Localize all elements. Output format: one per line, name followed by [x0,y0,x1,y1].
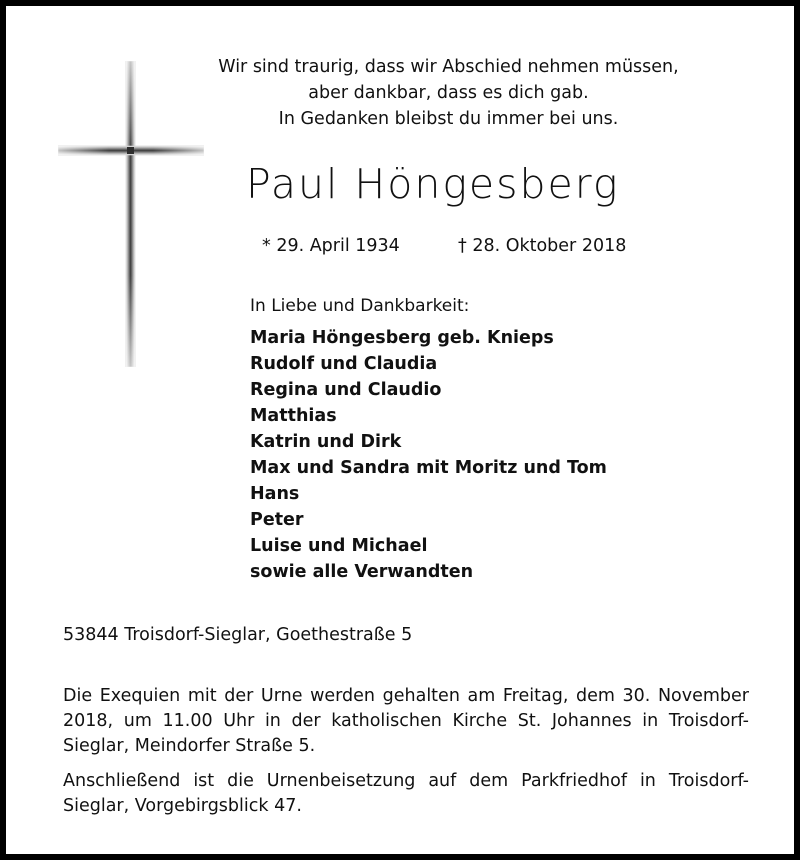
mourner-item: Max und Sandra mit Moritz und Tom [250,458,607,478]
mourner-item: Luise und Michael [250,536,428,556]
mourner-item: Rudolf und Claudia [250,354,438,374]
mourner-item: Katrin und Dirk [250,432,402,452]
memorial-quote [196,54,701,132]
mourner-item: Peter [250,510,304,530]
burial-details: Anschließend ist die Urnenbeisetzung auf dem Parkfriedhof in Troisdorf-Sieglar, Vorgebirgsblick 47. [63,771,749,816]
mourners-list [250,325,607,585]
death-date: † 28. Oktober 2018 [458,236,627,256]
mourner-item: Hans [250,484,300,504]
mourners-intro: In Liebe und Dankbarkeit: [250,296,470,316]
quote-line-1: Wir sind traurig, dass wir Abschied nehmen müssen, [218,57,679,77]
latin-cross-icon [58,61,204,367]
mourner-item: Maria Höngesberg geb. Knieps [250,328,554,348]
family-address: 53844 Troisdorf-Sieglar, Goethestraße 5 [63,625,413,645]
mourner-item: Matthias [250,406,337,426]
quote-line-2: aber dankbar, dass es dich gab. [308,83,589,103]
deceased-name: Paul Höngesberg [246,160,620,208]
mourner-item: sowie alle Verwandten [250,562,474,582]
life-dates [262,234,627,258]
mourner-item: Regina und Claudio [250,380,442,400]
service-details: Die Exequien mit der Urne werden gehalten am Freitag, dem 30. November 2018, um 11.00 Uhr in der katholischen Kirche St. Johannes in Troisdorf-Sieglar, Meindorfer Straße 5. [63,686,749,756]
quote-line-3: In Gedanken bleibst du immer bei uns. [278,109,619,129]
birth-date: * 29. April 1934 [262,236,400,256]
